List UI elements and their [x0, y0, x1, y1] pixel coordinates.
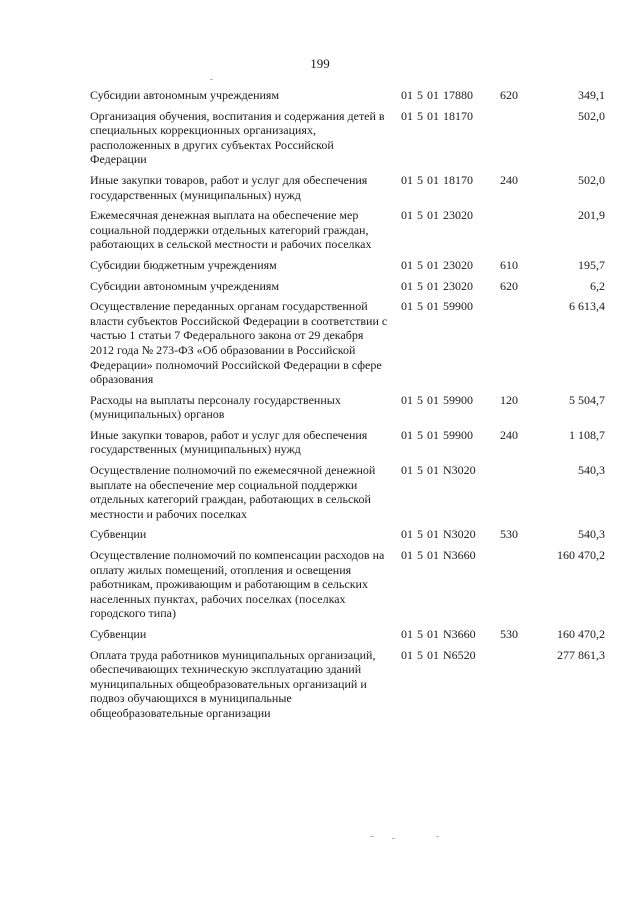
page-number: 199	[310, 56, 330, 71]
row-description: Осуществление переданных органам государственной власти субъектов Российской Федерации в соответствии с частью 1 статьи 7 Федерального закона от 29 декабря 2012 года № 273-ФЗ «Об образовании в Российской Федерации» полномочий Российской Федерации в сфере образования	[90, 299, 388, 387]
row-description: Осуществление полномочий по ежемесячной денежной выплате на обеспечение мер социальной поддержки отдельных категорий граждан, работающих в сельской местности и рабочих поселках	[90, 463, 376, 521]
table-row	[0, 648, 640, 721]
row-amount: 201,9	[578, 208, 605, 223]
row-amount: 5 504,7	[569, 392, 605, 407]
scan-speck	[392, 838, 395, 839]
row-expense-type: 620	[500, 278, 518, 293]
row-expense-type: 530	[500, 527, 518, 542]
row-amount: 540,3	[578, 463, 605, 478]
row-expense-type: 120	[500, 392, 518, 407]
row-amount: 349,1	[578, 88, 605, 102]
table-row	[0, 279, 640, 294]
row-code: 01 5 01 N3020	[401, 463, 476, 478]
row-description: Субвенции	[90, 527, 147, 542]
table-row	[0, 393, 640, 422]
row-description: Субсидии бюджетным учреждениям	[90, 257, 277, 272]
table-row	[0, 258, 640, 273]
row-code: 01 5 01 23020	[401, 257, 473, 272]
row-amount: 160 470,2	[557, 548, 605, 563]
table-row	[0, 88, 640, 103]
row-code: 01 5 01 N3020	[401, 527, 476, 542]
row-code: 01 5 01 N6520	[401, 647, 476, 662]
row-amount: 6 613,4	[569, 299, 605, 314]
row-expense-type: 240	[500, 172, 518, 187]
row-code: 01 5 01 59900	[401, 392, 473, 407]
row-code: 01 5 01 N3660	[401, 548, 476, 563]
table-row	[0, 299, 640, 387]
row-description: Ежемесячная денежная выплата на обеспечение мер социальной поддержки отдельных категорий граждан, работающих в сельской местности и рабочих поселках	[90, 208, 372, 252]
table-row	[0, 527, 640, 542]
row-amount: 195,7	[578, 257, 605, 272]
row-description: Осуществление полномочий по компенсации расходов на оплату жилых помещений, отопления и освещения работникам, проживающим и работающим в сельских населенных пунктах, рабочих поселках (поселках городского типа)	[90, 548, 385, 621]
row-description: Иные закупки товаров, работ и услуг для обеспечения государственных (муниципальных) нужд	[90, 172, 368, 202]
row-expense-type: 240	[500, 427, 518, 442]
row-amount: 277 861,3	[557, 647, 605, 662]
row-expense-type: 620	[500, 88, 518, 102]
row-amount: 502,0	[578, 108, 605, 123]
row-code: 01 5 01 23020	[401, 278, 473, 293]
table-row	[0, 208, 640, 252]
row-amount: 6,2	[590, 278, 605, 293]
row-description: Субсидии автономным учреждениям	[90, 88, 280, 102]
scan-speck	[370, 836, 374, 837]
table-row	[0, 627, 640, 642]
budget-table	[0, 88, 640, 727]
row-description: Организация обучения, воспитания и содержания детей в специальных коррекционных организациях, расположенных в других субъектах Российской Федерации	[90, 108, 385, 167]
row-code: 01 5 01 23020	[401, 208, 473, 223]
row-code: 01 5 01 N3660	[401, 627, 476, 641]
row-description: Оплата труда работников муниципальных организаций, обеспечивающих техническую эксплуатацию зданий муниципальных общеобразовательных организаций и подвоз обучающихся в муниципальные общеобразовательные организации	[90, 647, 376, 720]
table-row	[0, 109, 640, 167]
row-description: Расходы на выплаты персоналу государственных (муниципальных) органов	[90, 392, 341, 422]
row-description: Субвенции	[90, 627, 147, 641]
row-code: 01 5 01 18170	[401, 172, 473, 187]
row-code: 01 5 01 59900	[401, 299, 473, 314]
row-amount: 502,0	[578, 172, 605, 187]
row-expense-type: 610	[500, 257, 518, 272]
row-code: 01 5 01 59900	[401, 427, 473, 442]
table-row	[0, 428, 640, 457]
table-row	[0, 173, 640, 202]
row-amount: 540,3	[578, 527, 605, 542]
scan-speck	[210, 79, 213, 80]
row-amount: 1 108,7	[569, 427, 605, 442]
row-code: 01 5 01 18170	[401, 108, 473, 123]
row-code: 01 5 01 17880	[401, 88, 473, 102]
row-description: Иные закупки товаров, работ и услуг для обеспечения государственных (муниципальных) нужд	[90, 427, 368, 457]
row-expense-type: 530	[500, 627, 518, 641]
row-description: Субсидии автономным учреждениям	[90, 278, 280, 293]
scan-speck	[436, 836, 439, 837]
row-amount: 160 470,2	[557, 627, 605, 641]
table-row	[0, 463, 640, 521]
table-row	[0, 548, 640, 621]
